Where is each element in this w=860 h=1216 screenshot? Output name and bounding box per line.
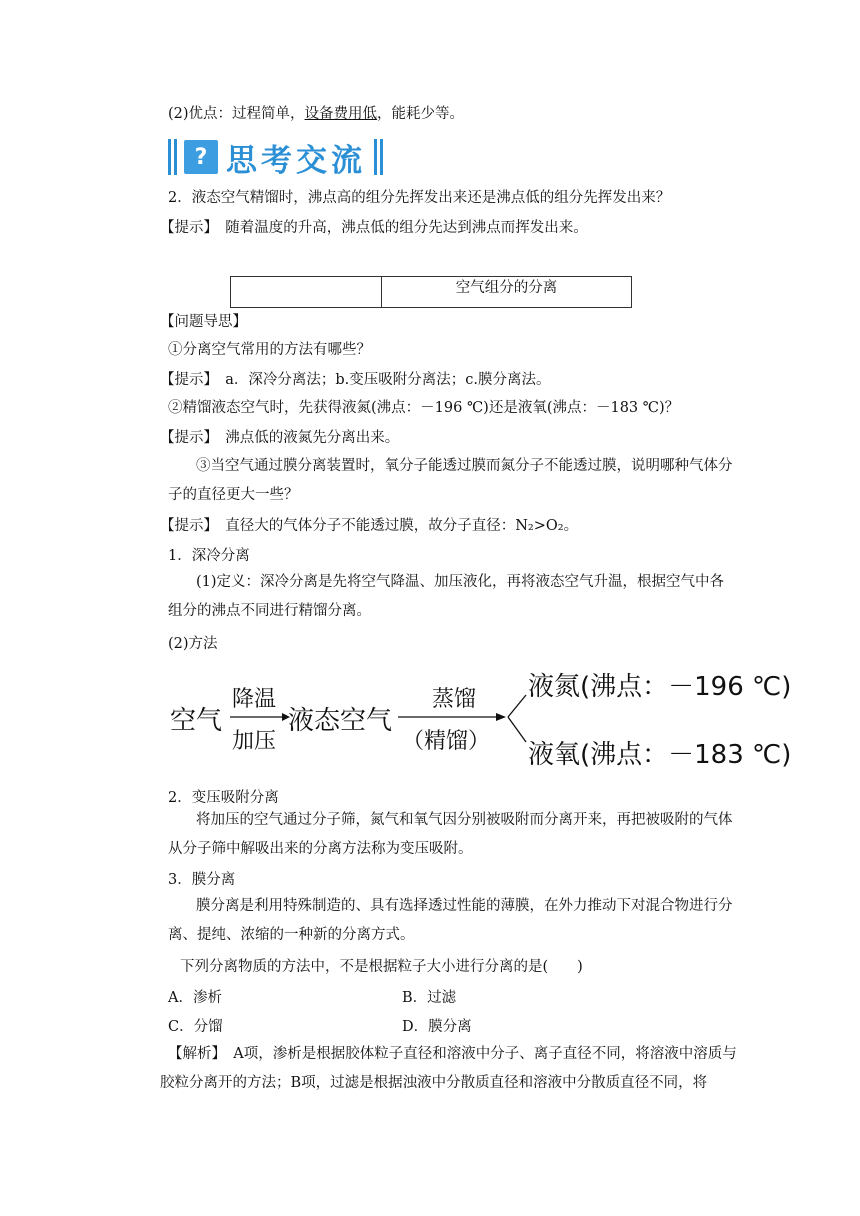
exercise-question: 下列分离物质的方法中，不是根据粒子大小进行分离的是( ) [180,959,583,975]
banner-bar-left [168,139,171,175]
option-d: D．膜分离 [402,1019,472,1035]
diagram-output-nitrogen: 液氮(沸点：－196 ℃) [528,672,792,702]
diagram-middle: 液态空气 [288,706,393,736]
question-2: 2．液态空气精馏时，沸点高的组分先挥发出来还是沸点低的组分先挥发出来？ [168,190,671,206]
section-1-method: (2)方法 [168,636,218,652]
diagram-step2-bottom: （精馏） [402,729,491,754]
table-cell-title: 空气组分的分离 [455,280,558,296]
process-diagram [170,660,820,780]
hint-text: 直径大的气体分子不能透过膜，故分子直径：N₂>O₂。 [210,518,579,534]
guide-hint-2 [160,428,730,448]
banner-bar-right-2 [380,139,383,175]
diagram-output-oxygen: 液氧(沸点：－183 ℃) [528,740,792,770]
section-2-title: 2．变压吸附分离 [168,790,279,806]
banner-title: 思考交流 [226,142,366,179]
banner-bar-left-2 [174,139,177,175]
diagram-start: 空气 [170,706,223,736]
section-3-title: 3．膜分离 [168,872,236,888]
question-mark-icon: ? [184,140,218,174]
hint-tag: 【提示】 [160,430,211,446]
table-cell-empty [231,277,382,307]
diagram-step1-top: 降温 [232,687,277,712]
advantage-prefix: (2)优点：过程简单， [168,106,305,122]
advantage-line [168,104,738,124]
hint-text: 随着温度的升高，沸点低的组分先达到沸点而挥发出来。 [210,220,588,236]
guide-title: 【问题导思】 [160,314,247,330]
analysis-tag: 【解析】 [168,1046,219,1062]
banner-bar-right [374,139,377,175]
hint-text: 沸点低的液氮先分离出来。 [210,430,400,446]
section-2-text: 将加压的空气通过分子筛，氮气和氧气因分别被吸附而分离开来，再把被吸附的气体从分子筛中解吸出来的分离方法称为变压吸附。 [168,812,733,857]
diagram-step2-top: 蒸馏 [432,687,477,712]
guide-question-3: ③当空气通过膜分离装置时，氧分子能透过膜而氮分子不能透过膜，说明哪种气体分子的直径更大一些？ [168,458,733,503]
option-b: B．过滤 [402,990,457,1006]
section-1-title: 1．深冷分离 [168,548,250,564]
analysis [160,1040,738,1098]
guide-question-1: ①分离空气常用的方法有哪些？ [168,342,371,358]
option-c: C．分馏 [168,1019,223,1035]
advantage-underlined: 设备费用低 [304,106,378,122]
section-1-definition: (1)定义：深冷分离是先将空气降温、加压液化，再将液态空气升温，根据空气中各组分的沸点不同进行精馏分离。 [168,574,725,619]
guide-question-2: ②精馏液态空气时，先获得液氮(沸点：－196 ℃)还是液氧(沸点：－183 ℃)？ [168,400,680,416]
hint-tag: 【提示】 [160,518,211,534]
hint-tag: 【提示】 [160,372,211,388]
topic-table [230,276,632,308]
analysis-text: A项，渗析是根据胶体粒子直径和溶液中分子、离子直径不同，将溶液中溶质与胶粒分离开的方法；B项，过滤是根据浊液中分散质直径和溶液中分散质直径不同，将 [160,1046,737,1091]
hint-text: a．深冷分离法；b.变压吸附分离法；c.膜分离法。 [210,372,551,388]
advantage-suffix: ，能耗少等。 [377,106,465,122]
option-a: A．渗析 [168,990,222,1006]
hint-tag: 【提示】 [160,220,211,236]
diagram-step1-bottom: 加压 [232,729,277,754]
think-exchange-banner [168,136,386,178]
question-2-hint [160,218,730,238]
guide-hint-1 [160,370,730,390]
guide-hint-3 [160,516,730,536]
section-3-text: 膜分离是利用特殊制造的、具有选择透过性能的薄膜，在外力推动下对混合物进行分离、提纯、浓缩的一种新的分离方式。 [168,898,733,943]
